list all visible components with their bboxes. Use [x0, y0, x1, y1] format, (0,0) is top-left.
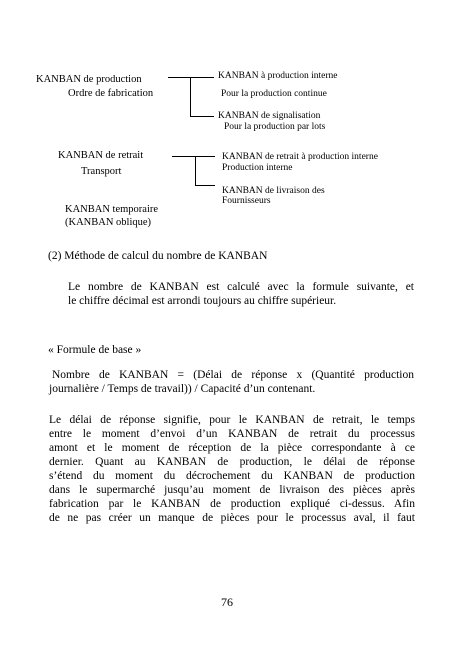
- formula-paragraph: [49, 368, 414, 396]
- diagram-label-production: KANBAN de production: [36, 74, 142, 85]
- diagram-label-ordre: Ordre de fabrication: [68, 88, 154, 99]
- body-line: de ne pas créer un manque de pièces pour le processus aval, il faut: [49, 512, 415, 524]
- diagram-label-oblique: (KANBAN oblique): [65, 217, 152, 228]
- intro-line: Le nombre de KANBAN est calculé avec la formule suivante, et: [68, 281, 414, 293]
- diagram-item-production-interne: Production interne: [222, 163, 293, 173]
- body-line: dans le supermarché jusqu’au moment de livraison des pièces après: [49, 484, 415, 496]
- diagram-item-retrait-production-interne: KANBAN de retrait à production interne: [222, 152, 378, 162]
- formula-heading: « Formule de base »: [48, 344, 142, 356]
- body-line: dernier. Quant au KANBAN de production, le délai de réponse: [49, 456, 415, 468]
- intro-paragraph: [68, 280, 414, 308]
- diagram-item-production-continue: Pour la production continue: [221, 89, 327, 99]
- body-line: Le délai de réponse signifie, pour le KANBAN de retrait, le temps: [49, 414, 415, 426]
- diagram-item-production-interne: KANBAN à production interne: [218, 71, 338, 81]
- bracket-line: [195, 185, 215, 186]
- diagram-item-signalisation: KANBAN de signalisation: [218, 111, 321, 121]
- diagram-item-production-lots: Pour la production par lots: [224, 122, 326, 132]
- body-line: entre le moment d’envoi d’un KANBAN de retrait du processus: [49, 428, 415, 440]
- formula-line: journalière / Temps de travail)) / Capacité d’un contenant.: [49, 383, 316, 395]
- diagram-item-livraison: KANBAN de livraison des: [222, 186, 325, 196]
- body-line: s’étend du moment du décrochement du KANBAN de production: [49, 470, 415, 482]
- diagram-item-fournisseurs: Fournisseurs: [222, 196, 271, 206]
- bracket-line: [190, 77, 191, 117]
- page-number: 76: [221, 595, 233, 609]
- diagram-label-temporaire: KANBAN temporaire: [65, 204, 159, 215]
- section-heading: (2) Méthode de calcul du nombre de KANBAN: [48, 250, 268, 262]
- bracket-line: [195, 156, 196, 186]
- intro-line: le chiffre décimal est arrondi toujours au chiffre supérieur.: [68, 295, 337, 307]
- diagram-label-transport: Transport: [81, 166, 122, 177]
- body-paragraph: [49, 413, 415, 525]
- formula-line: Nombre de KANBAN = (Délai de réponse x (Quantité production: [52, 369, 414, 381]
- bracket-line: [172, 156, 215, 157]
- body-line: fabrication par le KANBAN de production expliqué ci-dessus. Afin: [49, 498, 415, 510]
- body-line: amont et le moment de réception de la pièce correspondante à ce: [49, 442, 415, 454]
- bracket-line: [190, 116, 214, 117]
- diagram-label-retrait: KANBAN de retrait: [58, 150, 144, 161]
